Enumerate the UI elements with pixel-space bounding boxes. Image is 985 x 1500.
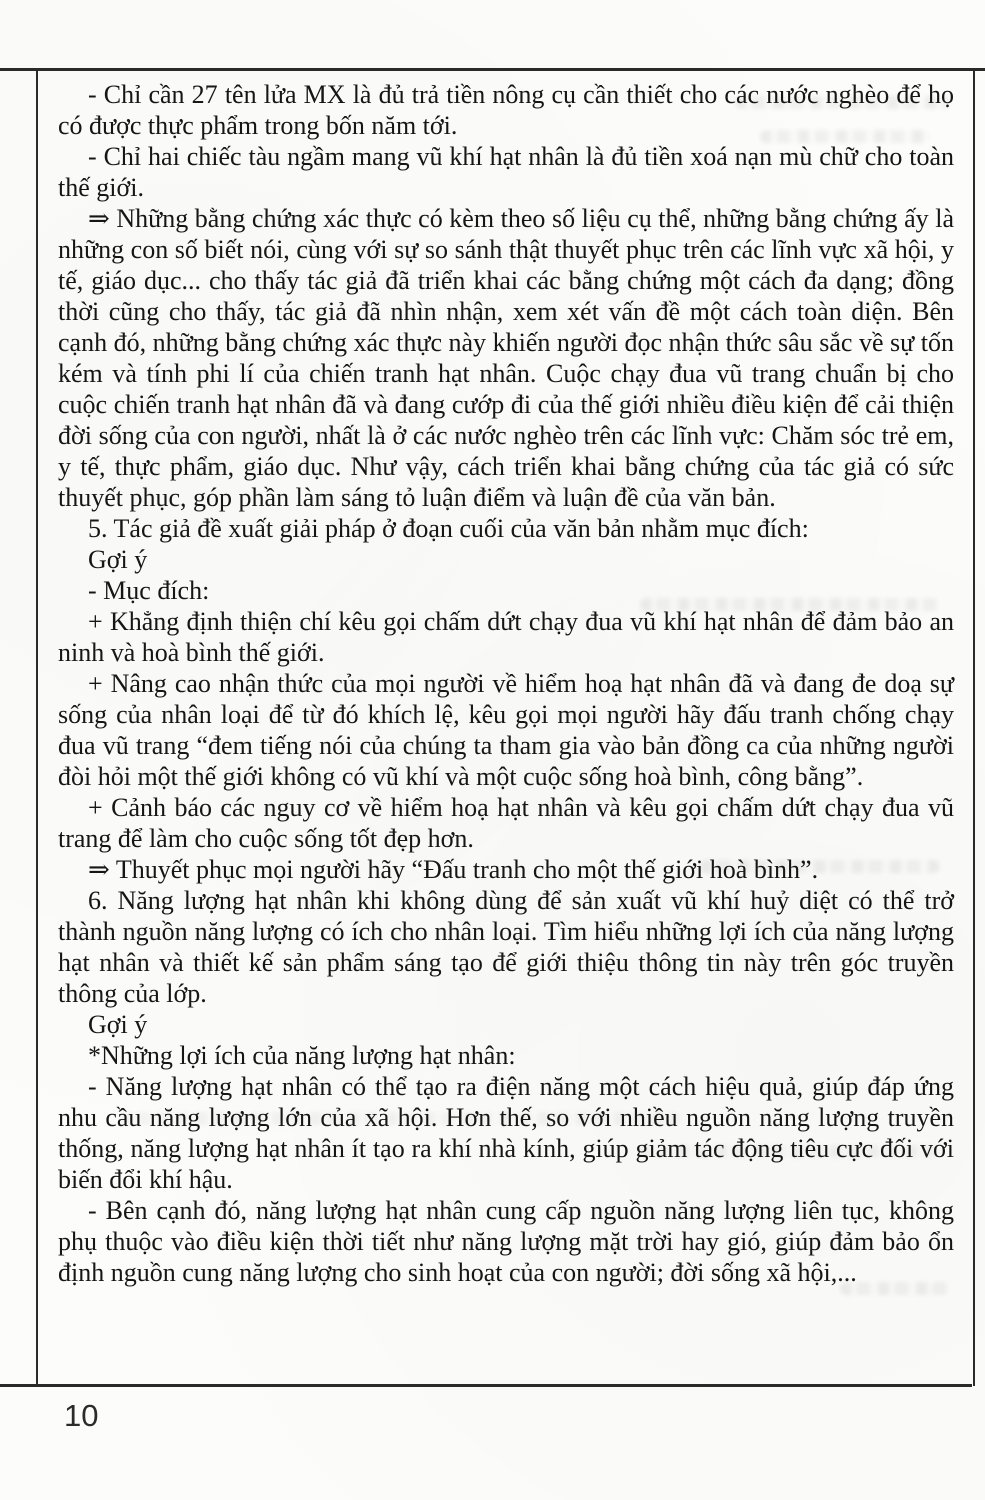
question-6-heading: 6. Năng lượng hạt nhân khi không dùng để sản xuất vũ khí huỷ diệt có thể trở thành nguồn năng lượng có ích cho nhân loại. Tìm hiểu những lợi ích của năng lượng hạt nhân và thiết kế sản phẩm sáng tạo để giới thiệu thông tin này trên góc truyền thông của lớp.	[58, 886, 954, 1008]
evidence-analysis-paragraph: ⇒ Những bằng chứng xác thực có kèm theo số liệu cụ thể, những bằng chứng ấy là những con số biết nói, cùng với sự so sánh thật thuyết phục trên các lĩnh vực xã hội, y tế, giáo dục... cho thấy tác giả đã triển khai các bằng chứng một cách đa dạng; đồng thời cũng cho thấy, tác giả đã nhìn nhận, xem xét vấn đề một cách toàn diện. Bên cạnh đó, những bằng chứng xác thực này khiến người đọc nhận thức sâu sắc về sự tốn kém và tính phi lí của chiến tranh hạt nhân. Cuộc chạy đua vũ trang chuẩn bị cho cuộc chiến tranh hạt nhân đã và đang cướp đi của thế giới nhiều điều kiện để cải thiện đời sống của con người, nhất là ở các nước nghèo trên các lĩnh vực: Chăm sóc trẻ em, y tế, thực phẩm, giáo dục. Như vậy, cách triển khai bằng chứng của tác giả có sức thuyết phục, góp phần làm sáng tỏ luận điểm và luận đề của văn bản.	[58, 204, 954, 512]
frame-left-border	[36, 68, 38, 1386]
muc-dich-label: - Mục đích:	[88, 576, 210, 605]
frame-bottom-border	[0, 1384, 972, 1387]
benefits-subheading: *Những lợi ích của năng lượng hạt nhân:	[88, 1041, 516, 1070]
bullet-submarines-paragraph: - Chỉ hai chiếc tàu ngầm mang vũ khí hạt nhân là đủ tiền xoá nạn mù chữ cho toàn thế giới.	[58, 142, 954, 202]
page-text-block	[58, 79, 954, 1288]
purpose-point-2: + Nâng cao nhận thức của mọi người về hiểm hoạ hạt nhân đã và đang đe doạ sự sống của nhân loại để từ đó khích lệ, kêu gọi mọi người hãy đấu tranh chống chạy đua vũ trang “đem tiếng nói của chúng ta tham gia vào bản đồng ca của những người đòi hỏi một thế giới không có vũ khí và một cuộc sống hoà bình, công bằng”.	[58, 669, 954, 791]
goi-y-heading-2: Gợi ý	[88, 1010, 148, 1039]
benefit-point-2: - Bên cạnh đó, năng lượng hạt nhân cung cấp nguồn năng lượng liên tục, không phụ thuộc vào điều kiện thời tiết như năng lượng mặt trời hay gió, giúp đảm bảo ổn định nguồn cung năng lượng cho sinh hoạt của con người; đời sống xã hội,...	[58, 1196, 954, 1287]
purpose-point-3: + Cảnh báo các nguy cơ về hiểm hoạ hạt nhân và kêu gọi chấm dứt chạy đua vũ trang để làm cho cuộc sống tốt đẹp hơn.	[58, 793, 954, 853]
benefit-point-1: - Năng lượng hạt nhân có thể tạo ra điện năng một cách hiệu quả, giúp đáp ứng nhu cầu năng lượng lớn của xã hội. Hơn thế, so với nhiều nguồn năng lượng truyền thống, năng lượng hạt nhân ít tạo ra khí nhà kính, giúp giảm tác động tiêu cực đối với biến đổi khí hậu.	[58, 1072, 954, 1194]
goi-y-heading-1: Gợi ý	[88, 545, 148, 574]
frame-right-border	[973, 68, 975, 1386]
purpose-point-1: + Khẳng định thiện chí kêu gọi chấm dứt chạy đua vũ khí hạt nhân để đảm bảo an ninh và hoà bình thế giới.	[58, 607, 954, 667]
question-5-heading: 5. Tác giả đề xuất giải pháp ở đoạn cuối của văn bản nhằm mục đích:	[88, 514, 809, 543]
frame-top-border	[0, 68, 985, 71]
persuasion-conclusion-paragraph: ⇒ Thuyết phục mọi người hãy “Đấu tranh cho một thế giới hoà bình”.	[88, 855, 819, 884]
page-number: 10	[64, 1398, 99, 1433]
bullet-missiles-paragraph: - Chỉ cần 27 tên lửa MX là đủ trả tiền nông cụ cần thiết cho các nước nghèo để họ có được thực phẩm trong bốn năm tới.	[58, 80, 954, 140]
